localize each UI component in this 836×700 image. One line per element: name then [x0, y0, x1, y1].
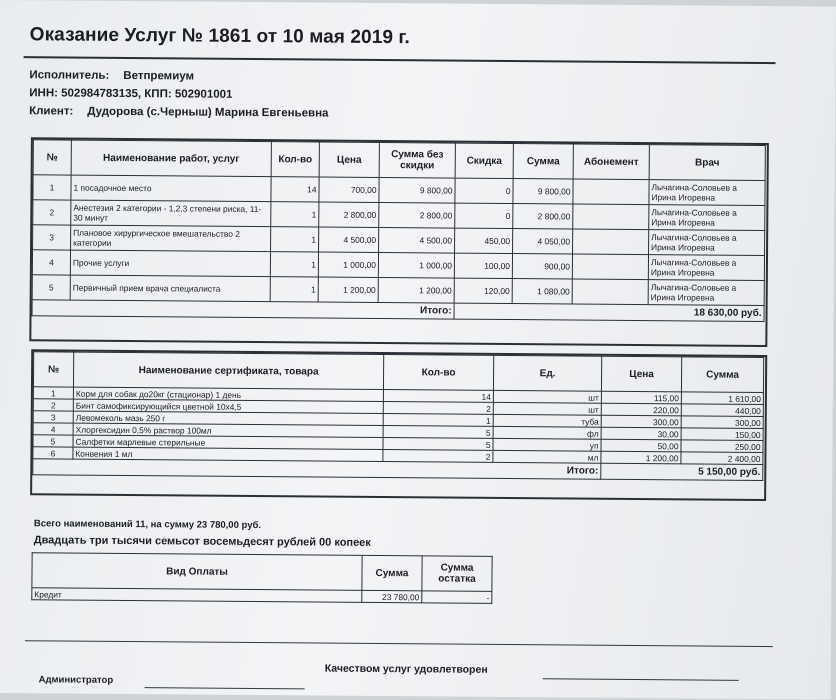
payment-type: Кредит [32, 588, 362, 603]
service-sum-no-discount: 4 500,00 [379, 227, 455, 253]
goods-unit: туба [493, 414, 601, 427]
service-doctor: Лычагина-Соловьев а Ирина Игоревна [649, 180, 765, 206]
goods-price: 115,00 [601, 391, 681, 404]
services-header-row [33, 140, 765, 181]
service-doctor: Лычагина-Соловьев а Ирина Игоревна [648, 255, 764, 281]
service-sum-no-discount: 1 200,00 [378, 277, 454, 303]
service-sum: 2 800,00 [513, 204, 573, 229]
service-sum: 4 050,00 [513, 229, 573, 254]
goods-unit: мл [493, 450, 601, 463]
service-number: 2 [33, 200, 71, 225]
goods-total-value: 5 150,00 руб. [601, 463, 763, 480]
goods-sum: 250,00 [681, 440, 763, 453]
service-doctor: Лычагина-Соловьев а Ирина Игоревна [648, 280, 764, 306]
service-number: 1 [33, 175, 71, 200]
goods-name: Хлоргексидин 0,5% раствор 100мл [73, 423, 383, 437]
service-sum: 9 800,00 [513, 179, 573, 204]
goods-qty: 2 [383, 450, 493, 463]
service-name: Анестезия 2 категории - 1,2,3 степени риска, 11-30 минут [71, 200, 271, 227]
goods-unit: фл [493, 426, 601, 439]
payment-table [31, 552, 492, 604]
payment-col-rest: Сумма остатка [422, 556, 492, 592]
col-discount: Скидка [455, 143, 513, 178]
client-line [29, 105, 328, 119]
payment-col-sum: Сумма [362, 555, 422, 590]
col-subscription: Абонемент [573, 144, 649, 180]
service-price: 1 000,00 [318, 252, 378, 277]
title-underline [24, 56, 776, 64]
goods-col-price: Цена [601, 356, 681, 392]
goods-price: 30,00 [601, 427, 681, 440]
payment-header-row [32, 553, 492, 592]
service-qty: 1 [270, 252, 318, 277]
service-price: 2 800,00 [319, 202, 379, 227]
service-qty: 1 [270, 277, 318, 302]
service-subscription [573, 229, 649, 255]
payment-rest: - [422, 591, 492, 604]
divider-line [25, 640, 773, 647]
col-sum: Сумма [513, 144, 573, 179]
service-name: Прочие услуги [70, 250, 270, 277]
payment-row [32, 588, 492, 604]
admin-label: Администратор [38, 674, 114, 686]
goods-sum: 150,00 [681, 428, 763, 441]
payment-col-type: Вид Оплаты [32, 553, 362, 591]
service-name: 1 посадочное место [71, 175, 271, 202]
service-subscription [573, 179, 649, 205]
service-sum-no-discount: 2 800,00 [379, 202, 455, 228]
service-price: 700,00 [319, 177, 379, 202]
service-qty: 14 [271, 177, 319, 202]
col-qty: Кол-во [271, 142, 319, 177]
service-price: 1 200,00 [318, 277, 378, 302]
goods-price: 1 200,00 [601, 451, 681, 464]
goods-price: 300,00 [601, 415, 681, 428]
client-label: Клиент: [29, 105, 74, 118]
service-sum-no-discount: 1 000,00 [378, 252, 454, 278]
document-title: Оказание Услуг № 1861 от 10 мая 2019 г. [29, 24, 411, 49]
goods-qty: 2 [383, 402, 493, 415]
goods-name: Салфетки марлевые стерильные [73, 435, 383, 449]
goods-col-number: № [33, 352, 73, 387]
client-name: Дудорова (с.Черныш) Марина Евгеньевна [87, 105, 329, 120]
services-total-label: Итого: [32, 300, 454, 319]
service-subscription [572, 254, 648, 280]
service-doctor: Лычагина-Соловьев а Ирина Игоревна [649, 205, 765, 231]
executor-label: Исполнитель: [29, 69, 110, 82]
goods-qty: 14 [383, 390, 493, 403]
services-table [32, 139, 766, 322]
col-price: Цена [319, 142, 379, 177]
service-qty: 1 [271, 202, 319, 227]
service-discount: 120,00 [454, 278, 512, 303]
goods-unit: шт [493, 390, 601, 403]
service-discount: 0 [455, 203, 513, 228]
summary-amount-words: Двадцать три тысячи семьсот восемьдесят рублей 00 копеек [33, 534, 371, 549]
col-service-name: Наименование работ, услуг [71, 140, 271, 177]
goods-table [32, 351, 764, 481]
goods-number: 2 [33, 399, 73, 411]
admin-signature-line [145, 687, 305, 689]
service-sum: 900,00 [512, 254, 572, 279]
col-doctor: Врач [649, 145, 765, 181]
executor-line [29, 69, 194, 82]
goods-qty: 1 [383, 414, 493, 427]
goods-col-unit: Ед. [493, 355, 601, 391]
executor-name: Ветпремиум [123, 69, 195, 83]
goods-col-sum: Сумма [681, 357, 763, 393]
col-sum-no-discount: Сумма без скидки [379, 142, 455, 178]
goods-col-name: Наименование сертификата, товара [73, 352, 383, 389]
goods-name: Бинт самофиксирующийся цветной 10х4,5 [73, 399, 383, 413]
service-number: 3 [33, 225, 71, 250]
goods-qty: 5 [383, 438, 493, 451]
goods-col-qty: Кол-во [383, 355, 493, 391]
goods-header-row [33, 352, 763, 393]
goods-price: 220,00 [601, 403, 681, 416]
goods-number: 1 [33, 387, 73, 399]
service-sum: 1 080,00 [512, 279, 572, 304]
service-qty: 1 [271, 227, 319, 252]
service-number: 5 [32, 275, 70, 300]
service-discount: 0 [455, 178, 513, 203]
summary-total-line: Всего наименований 11, на сумму 23 780,00 руб. [33, 518, 262, 532]
goods-number: 4 [33, 423, 73, 435]
service-number: 4 [32, 250, 70, 275]
service-sum-no-discount: 9 800,00 [379, 177, 455, 203]
service-name: Первичный прием врача специалиста [70, 275, 270, 302]
service-discount: 100,00 [454, 253, 512, 278]
service-name: Плановое хирургическое вмешательство 2 категории [71, 225, 271, 252]
services-total-value: 18 630,00 руб. [454, 303, 764, 321]
inn-line: ИНН: 502984783135, КПП: 502901001 [29, 87, 233, 101]
goods-number: 3 [33, 411, 73, 423]
col-number: № [33, 140, 71, 175]
quality-label: Качеством услуг удовлетворен [324, 662, 488, 676]
goods-number: 6 [33, 447, 73, 459]
payment-sum: 23 780,00 [362, 590, 422, 602]
goods-unit: шт [493, 402, 601, 415]
service-subscription [573, 204, 649, 230]
goods-name: Конвения 1 мл [73, 447, 383, 461]
goods-name: Левомеколь мазь 250 г [73, 411, 383, 425]
goods-price: 50,00 [601, 439, 681, 452]
service-doctor: Лычагина-Соловьев а Ирина Игоревна [649, 230, 765, 256]
goods-name: Корм для собак до20кг (стационар) 1 день [73, 387, 383, 401]
goods-qty: 5 [383, 426, 493, 439]
goods-sum: 1 610,00 [681, 392, 763, 405]
service-subscription [572, 279, 648, 305]
goods-sum: 2 400,00 [681, 452, 763, 465]
quality-signature-line [543, 678, 739, 681]
service-price: 4 500,00 [319, 227, 379, 252]
goods-number: 5 [33, 435, 73, 447]
goods-sum: 440,00 [681, 404, 763, 417]
goods-unit: уп [493, 438, 601, 451]
service-discount: 450,00 [455, 228, 513, 253]
goods-total-label: Итого: [33, 459, 601, 479]
goods-sum: 300,00 [681, 416, 763, 429]
